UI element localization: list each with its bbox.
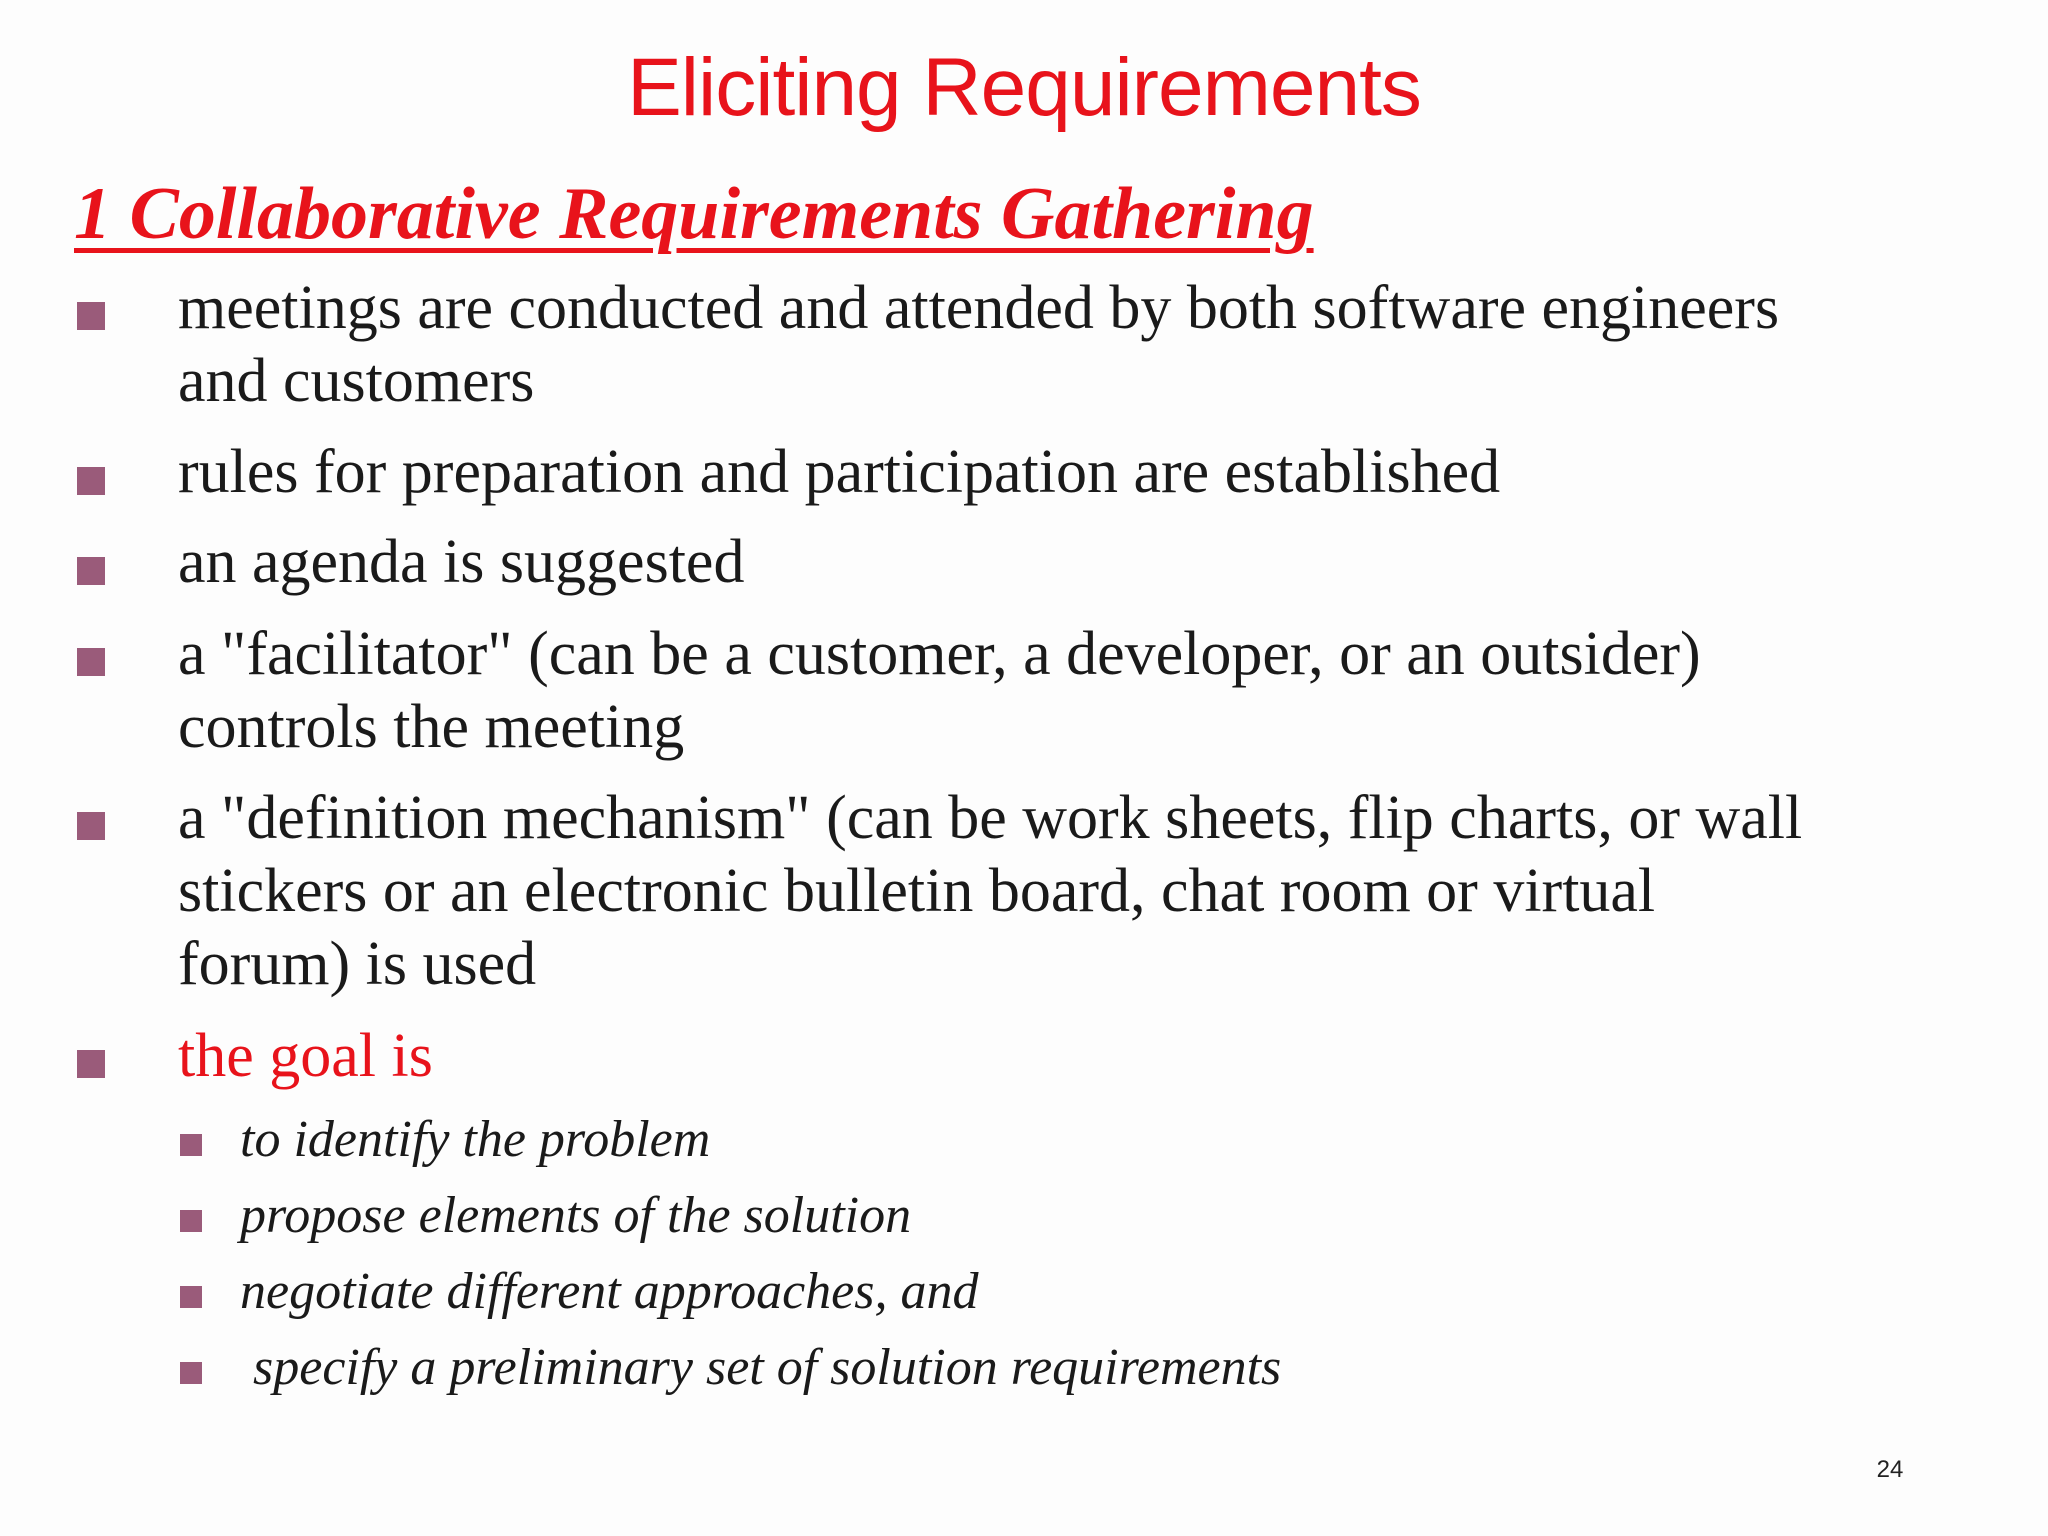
bullet-line: stickers or an electronic bulletin board, chat room or virtual	[178, 857, 1656, 925]
bullet-text	[178, 436, 2048, 509]
slide-subtitle: 1 Collaborative Requirements Gathering	[74, 173, 1314, 255]
sub-bullet-text: propose elements of the solution	[240, 1187, 912, 1244]
sub-bullet-text: to identify the problem	[240, 1111, 711, 1168]
sub-bullet-text: negotiate different approaches, and	[240, 1263, 979, 1320]
bullet-line: meetings are conducted and attended by both software engineers	[178, 274, 1780, 342]
bullet-text	[178, 618, 2048, 764]
square-bullet-icon	[77, 1050, 105, 1078]
bullet-text	[178, 526, 2048, 599]
bullet-line: forum) is used	[178, 930, 537, 998]
square-bullet-icon	[77, 467, 105, 495]
bullet-text	[178, 272, 2048, 418]
bullet-line: and customers	[178, 347, 535, 415]
bullet-line: the goal is	[178, 1022, 433, 1090]
square-bullet-icon	[180, 1362, 202, 1384]
square-bullet-icon	[77, 812, 105, 840]
square-bullet-icon	[180, 1286, 202, 1308]
bullet-line: rules for preparation and participation are established	[178, 438, 1501, 506]
bullet-line: controls the meeting	[178, 693, 685, 761]
bullet-text	[178, 1020, 2048, 1093]
page-number: 24	[1876, 1456, 1904, 1483]
bullet-line: a "facilitator" (can be a customer, a developer, or an outsider)	[178, 620, 1701, 688]
square-bullet-icon	[77, 648, 105, 676]
square-bullet-icon	[180, 1134, 202, 1156]
bullet-line: an agenda is suggested	[178, 528, 745, 596]
bullet-line: a "definition mechanism" (can be work sheets, flip charts, or wall	[178, 784, 1803, 852]
square-bullet-icon	[77, 302, 105, 330]
square-bullet-icon	[77, 557, 105, 585]
sub-bullet-text: specify a preliminary set of solution requirements	[240, 1339, 1282, 1396]
slide-title: Eliciting Requirements	[627, 42, 1421, 133]
bullet-text	[178, 782, 2048, 1001]
square-bullet-icon	[180, 1210, 202, 1232]
